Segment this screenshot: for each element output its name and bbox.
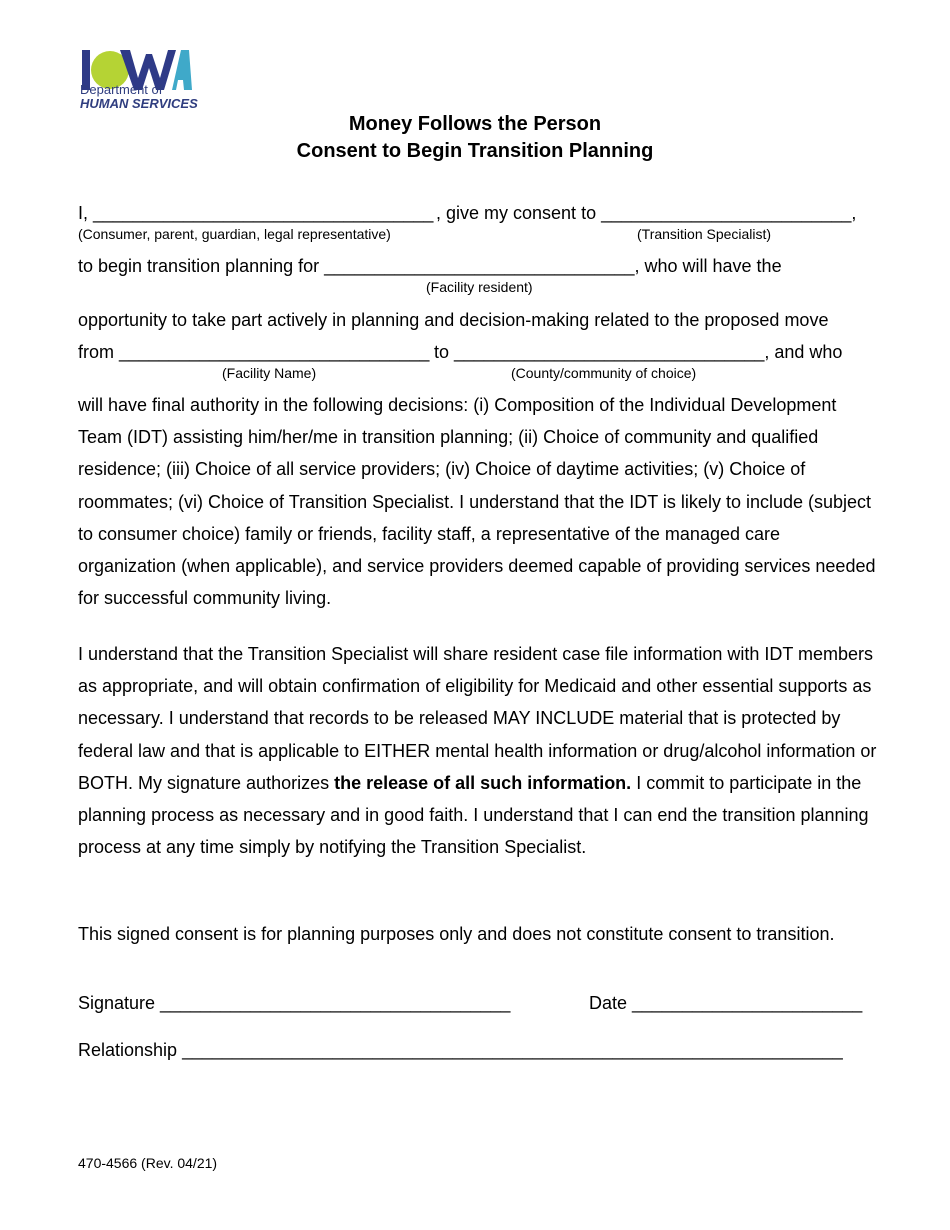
caption-county: (County/community of choice) [511,365,697,381]
consent-line-from[interactable]: from _______________________________ [78,342,430,362]
signature-field[interactable]: Signature ___________________________________ [78,993,511,1013]
consent-line-opportunity: opportunity to take part actively in planning and decision-making related to the proposed move [78,310,829,330]
caption-consumer: (Consumer, parent, guardian, legal representative) [78,226,391,242]
paragraph-release-text-end: I commit to participate in the planning process as necessary and in good faith. I understand that I can end the transition planning process at any time simply by notifying the Transition Specialist. [78,772,869,858]
paragraph-planning-only: This signed consent is for planning purposes only and does not constitute consent to transition. [78,924,835,944]
paragraph-release-text: I understand that the Transition Specialist will share resident case file information with IDT members as appropriate, and will obtain confirmation of eligibility for Medicaid and other essential supports as necessary. I understand that records to be released MAY INCLUDE material that is protected by federal law and that is applicable to EITHER mental health information or drug/alcohol information or BOTH. My signature authorizes [78,644,877,793]
logo-department-of: Department of [80,82,163,97]
form-number: 470-4566 (Rev. 04/21) [78,1155,218,1171]
consent-line-name[interactable]: I, __________________________________ [78,203,434,223]
logo-human-services: HUMAN SERVICES [80,96,198,111]
date-field[interactable]: Date _______________________ [589,993,863,1013]
caption-facility-name: (Facility Name) [222,365,317,381]
paragraph-release-bold: the release of all such information. [334,772,632,793]
relationship-field[interactable]: Relationship __________________________________________________________________ [78,1040,843,1060]
title-line-2: Consent to Begin Transition Planning [296,140,654,162]
paragraph-authority: will have final authority in the following decisions: (i) Composition of the Individual Development Team (IDT) assisting him/her/me in transition planning; (ii) Choice of community and qualified residence; (iii) Choice of all service providers; (iv) Choice of daytime activities; (v) Choice of roommates; (vi) Choice of Transition Specialist. I understand that the IDT is likely to include (subject to consumer choice) family or friends, facility staff, a representative of the managed care organization (when applicable), and service providers deemed capable of providing services needed for successful community living. [78,395,876,609]
logo-letter-a [172,50,192,90]
consent-line-specialist[interactable]: , give my consent to _________________________, [436,203,857,223]
title-line-1: Money Follows the Person [348,113,602,135]
caption-facility-resident: (Facility resident) [426,279,533,295]
consent-line-to[interactable]: to _______________________________, and who [434,342,843,362]
paragraph-release [78,638,878,863]
consent-line-resident[interactable]: to begin transition planning for _______________________________, who will have the [78,256,782,276]
caption-transition-specialist: (Transition Specialist) [637,226,772,242]
